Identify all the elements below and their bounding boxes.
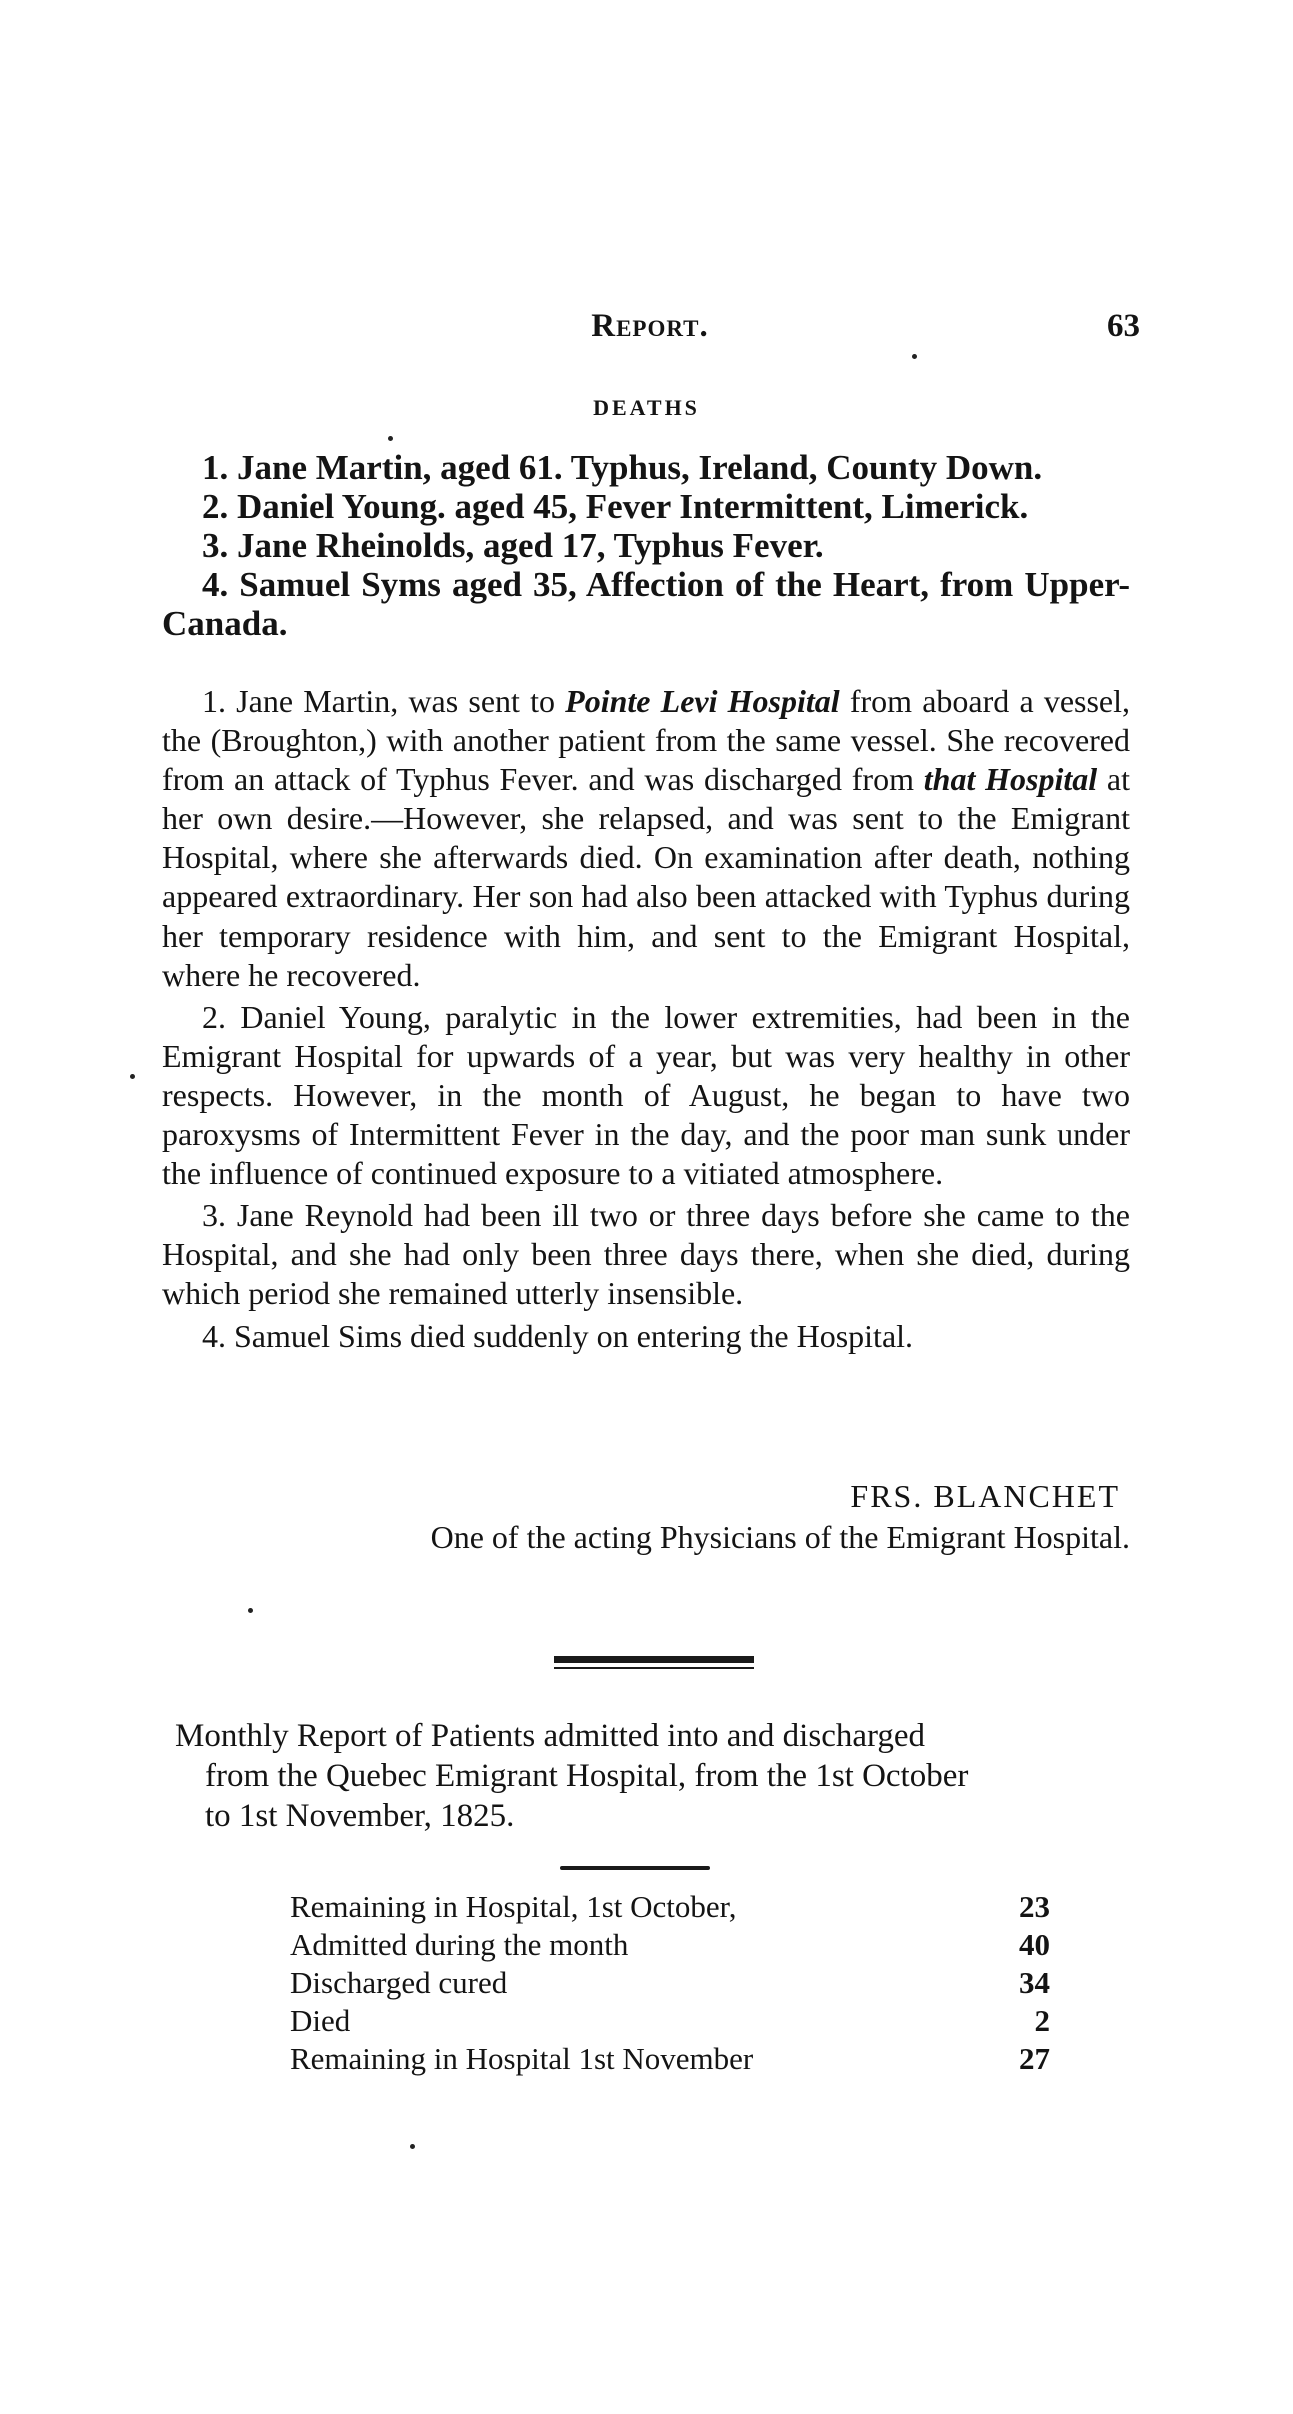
table-row [290,2002,1050,2040]
death-item: 4. Samuel Syms aged 35, Affection of the Heart, from Upper-Canada. [162,565,1130,643]
signature-name: FRS. BLANCHET [850,1478,1120,1514]
monthly-report-intro [175,1716,1135,1836]
case-note-2: 2. Daniel Young, paralytic in the lower extremities, had been in the Emigrant Hospital for upwards of a year, but was very healthy in other respects. However, in the month of August, he began to have two paroxysms of Intermittent Fever in the day, and the poor man sunk under the influence of continued exposure to a vitiated atmosphere. [162,998,1130,1192]
note1-that-hospital: that Hospital [923,761,1098,798]
case-note-4: 4. Samuel Sims died suddenly on entering the Hospital. [202,1317,914,1354]
stat-value: 40 [1019,1927,1050,1962]
intro-line-3: to 1st November, 1825. [205,1798,515,1834]
case-notes [162,682,1130,1356]
stat-value: 27 [1019,2041,1050,2076]
monthly-stats-table [290,1888,1050,2078]
stat-value: 2 [1034,2003,1050,2038]
print-speck [130,1074,135,1079]
stat-value: 34 [1019,1965,1050,2000]
running-title: Report. [591,308,709,344]
signature-block [162,1476,1130,1558]
print-speck [248,1608,253,1613]
print-speck [410,2144,415,2149]
death-item: 2. Daniel Young. aged 45, Fever Intermittent, Limerick. [202,487,1029,526]
print-speck [912,354,917,359]
stat-label: Died [290,2003,351,2038]
stat-label: Admitted during the month [290,1927,629,1962]
death-list [162,448,1130,643]
intro-line-1: Monthly Report of Patients admitted into and discharged [175,1718,926,1754]
note1-text-c: from aboard a vessel, the (Broughton,) with another patient from the same vessel. She recovered from an attack of Typhus Fever. and was discharged from [162,683,1131,798]
stat-label: Remaining in Hospital, 1st October, [290,1889,737,1924]
section-divider [554,1656,754,1669]
note1-text-e: at her own desire.—However, she relapsed, and was sent to the Emigrant Hospital, where she afterwards died. On examination after death, nothing appeared extraordinary. Her son had also been attacked with Typhus during her temporary residence with him, and sent to the Emigrant Hospital, where he recovered. [162,761,1130,993]
table-row [290,1926,1050,1964]
death-item: 3. Jane Rheinolds, aged 17, Typhus Fever. [202,526,824,565]
death-item: 1. Jane Martin, aged 61. Typhus, Ireland, County Down. [202,448,1043,487]
small-divider [560,1866,710,1870]
page-number: 63 [1107,308,1140,344]
case-note-1 [162,682,1130,995]
stat-label: Remaining in Hospital 1st November [290,2041,754,2076]
print-speck [388,436,393,441]
note1-hospital-name: Pointe Levi Hospital [565,683,840,719]
table-row [290,1888,1050,1926]
divider-thin-rule [554,1667,754,1669]
deaths-heading: DEATHS [593,395,700,420]
signature-title: One of the acting Physicians of the Emigrant Hospital. [430,1519,1130,1555]
intro-line-2: from the Quebec Emigrant Hospital, from the 1st October [205,1758,969,1794]
table-row [290,2040,1050,2078]
running-head [160,308,1140,352]
case-note-3: 3. Jane Reynold had been ill two or three days before she came to the Hospital, and she had only been three days there, when she died, during which period she remained utterly insensible. [162,1197,1130,1312]
table-row [290,1964,1050,2002]
divider-thick-rule [554,1656,754,1663]
stat-value: 23 [1019,1889,1050,1924]
note1-text-a: 1. Jane Martin, was sent to [202,683,566,719]
stat-label: Discharged cured [290,1965,508,2000]
